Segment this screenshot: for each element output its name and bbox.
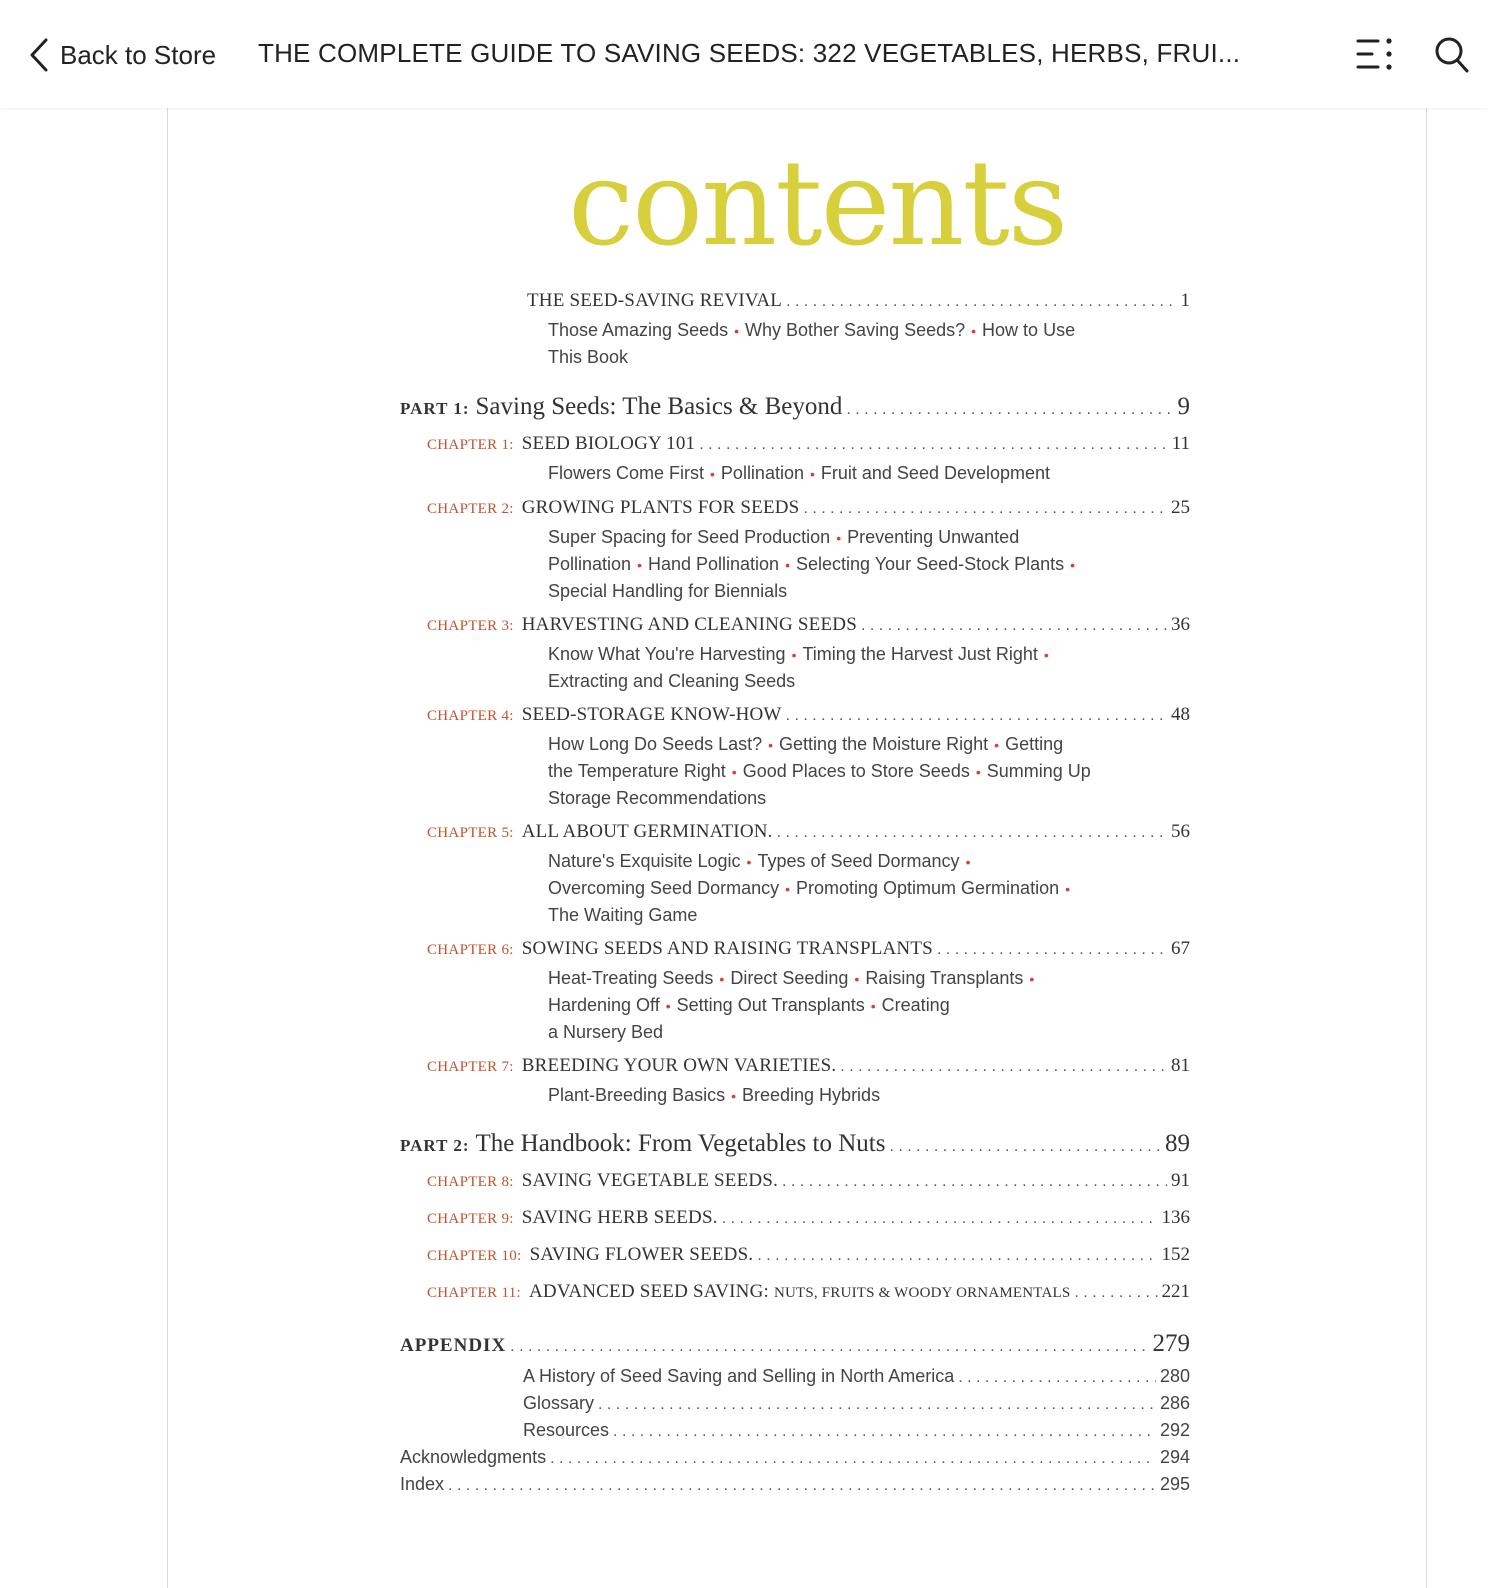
chapter-topic: Know What You're Harvesting	[548, 644, 786, 664]
bullet-separator: •	[971, 323, 977, 339]
leader-dots	[722, 1211, 1158, 1227]
chapter-topic: Getting	[1005, 734, 1064, 754]
part-label: PART 1:	[400, 399, 470, 418]
leader-dots	[803, 501, 1167, 517]
leader-dots	[777, 825, 1167, 841]
chapter-title: SAVING FLOWER SEEDS.	[529, 1244, 754, 1265]
toc-part-2[interactable]	[400, 1130, 1190, 1158]
chapter-title: SAVING HERB SEEDS.	[521, 1207, 718, 1228]
back-to-store-button[interactable]	[28, 34, 216, 76]
chapter-title: SAVING VEGETABLE SEEDS.	[521, 1170, 779, 1191]
page-number: 36	[1171, 614, 1190, 635]
chapter-topic: Overcoming Seed Dormancy	[548, 878, 780, 898]
chapter-topics-line	[548, 758, 1091, 786]
page-number: 48	[1171, 704, 1190, 725]
leader-dots	[846, 402, 1173, 418]
toc-chapter-10[interactable]	[427, 1244, 1190, 1266]
chapter-title: ADVANCED SEED SAVING: NUTS, FRUITS & WOODY ORNAMENTALS	[529, 1281, 1071, 1302]
entry-title: Acknowledgments	[400, 1447, 547, 1467]
page-number: 221	[1161, 1281, 1190, 1302]
page-number: 294	[1159, 1447, 1190, 1467]
chapter-label: CHAPTER 2:	[427, 501, 514, 517]
chapter-title: ALL ABOUT GERMINATION.	[521, 821, 773, 842]
chapter-topic: Raising Transplants	[865, 968, 1024, 988]
leader-dots	[786, 708, 1167, 724]
bullet-separator: •	[785, 881, 790, 897]
bullet-separator: •	[870, 998, 876, 1014]
toc-chapter-11[interactable]	[427, 1281, 1190, 1303]
part-title: Saving Seeds: The Basics & Beyond	[475, 393, 843, 420]
chapter-topic: Direct Seeding	[730, 968, 849, 988]
bullet-separator: •	[785, 557, 790, 573]
page-number: 292	[1159, 1420, 1190, 1440]
toc-chapter-9[interactable]	[427, 1207, 1190, 1229]
leader-dots	[1074, 1285, 1157, 1301]
chapter-topics-line	[548, 1082, 880, 1110]
chapter-topics-line	[548, 344, 628, 371]
book-title: THE COMPLETE GUIDE TO SAVING SEEDS: 322 VEGETABLES, HERBS, FRUI...	[258, 38, 1241, 68]
toc-chapter-2[interactable]	[427, 497, 1190, 519]
chapter-topic: Types of Seed Dormancy	[757, 851, 960, 871]
bullet-separator: •	[791, 647, 797, 663]
chapter-topic: Why Bother Saving Seeds?	[745, 320, 966, 340]
chapter-topic: The Waiting Game	[548, 905, 698, 925]
part-title: The Handbook: From Vegetables to Nuts	[475, 1130, 886, 1157]
bullet-separator: •	[710, 466, 715, 482]
bullet-separator: •	[746, 854, 752, 870]
chapter-topic: Summing Up	[986, 761, 1091, 781]
toc-part-1[interactable]	[400, 393, 1190, 421]
toc-appendix-item[interactable]	[523, 1366, 1190, 1387]
chapter-topics-line	[548, 524, 1019, 552]
leader-dots	[889, 1139, 1161, 1155]
chapter-topic: Flowers Come First	[548, 463, 705, 483]
leader-dots	[699, 437, 1167, 453]
entry-title: THE SEED-SAVING REVIVAL	[527, 290, 783, 311]
page-number: 280	[1159, 1366, 1190, 1386]
chapter-label: CHAPTER 1:	[427, 437, 514, 453]
chapter-label: CHAPTER 6:	[427, 942, 514, 958]
leader-dots	[958, 1370, 1156, 1386]
page-number: 91	[1171, 1170, 1190, 1191]
entry-title: Index	[400, 1474, 445, 1494]
toc-appendix-item[interactable]	[523, 1393, 1190, 1414]
leader-dots	[598, 1397, 1156, 1413]
appendix-title: APPENDIX	[400, 1335, 507, 1356]
chapter-topics-line	[548, 875, 1076, 903]
entry-title: Glossary	[523, 1393, 595, 1413]
chapter-topics-line	[548, 1019, 663, 1046]
chapter-topic: Plant-Breeding Basics	[548, 1085, 726, 1105]
chapter-topic: Setting Out Transplants	[676, 995, 865, 1015]
leader-dots	[782, 1174, 1167, 1190]
chapter-topic: Special Handling for Biennials	[548, 581, 788, 601]
leader-dots	[840, 1059, 1167, 1075]
chevron-left-icon	[28, 37, 50, 73]
chapter-topics-line	[548, 641, 1055, 669]
chapter-subtitle: NUTS, FRUITS & WOODY ORNAMENTALS	[773, 1285, 1071, 1301]
page-number: 81	[1171, 1055, 1190, 1076]
bullet-separator: •	[836, 530, 842, 546]
page-number: 1	[1180, 290, 1190, 311]
chapter-topics-line	[548, 551, 1081, 579]
page-number: 279	[1152, 1330, 1190, 1357]
toc-appendix-item[interactable]	[523, 1420, 1190, 1441]
bullet-separator: •	[1070, 557, 1076, 573]
contents-heading: contents	[568, 134, 1067, 272]
chapter-label: CHAPTER 7:	[427, 1059, 514, 1075]
chapter-topics-line	[548, 785, 766, 812]
chapter-topic: Super Spacing for Seed Production	[548, 527, 831, 547]
back-to-store-label: Back to Store	[60, 39, 217, 70]
chapter-topic: a Nursery Bed	[548, 1022, 664, 1042]
reader-toolbar	[0, 0, 1488, 108]
toc-chapter-5[interactable]	[427, 821, 1190, 843]
chapter-title: SOWING SEEDS AND RAISING TRANSPLANTS	[521, 938, 933, 959]
part-label: PART 2:	[400, 1136, 470, 1155]
chapter-topic: Extracting and Cleaning Seeds	[548, 671, 796, 691]
chapter-label: CHAPTER 10:	[427, 1248, 522, 1264]
leader-dots	[786, 294, 1176, 310]
leader-dots	[937, 942, 1167, 958]
bullet-separator: •	[1043, 647, 1049, 663]
chapter-label: CHAPTER 9:	[427, 1211, 514, 1227]
chapter-topic: Heat-Treating Seeds	[548, 968, 714, 988]
page-number: 11	[1171, 433, 1190, 454]
bullet-separator: •	[637, 557, 642, 573]
page-number: 25	[1171, 497, 1190, 518]
chapter-topic: Good Places to Store Seeds	[742, 761, 970, 781]
chapter-topics-line	[548, 848, 976, 876]
entry-title: A History of Seed Saving and Selling in North America	[523, 1366, 955, 1386]
bullet-separator: •	[665, 998, 671, 1014]
chapter-topic: How to Use	[982, 320, 1076, 340]
chapter-label: CHAPTER 3:	[427, 618, 514, 634]
leader-dots	[448, 1478, 1156, 1494]
table-of-contents-icon	[1356, 36, 1396, 72]
toc-back-matter-item[interactable]	[400, 1474, 1190, 1495]
bullet-separator: •	[1065, 881, 1070, 897]
toc-appendix[interactable]	[400, 1330, 1190, 1358]
bullet-separator: •	[975, 764, 981, 780]
chapter-topic: Hardening Off	[548, 995, 660, 1015]
chapter-topic: Storage Recommendations	[548, 788, 767, 808]
toc-chapter-8[interactable]	[427, 1170, 1190, 1192]
chapter-topic: How Long Do Seeds Last?	[548, 734, 763, 754]
chapter-label: CHAPTER 8:	[427, 1174, 514, 1190]
toc-chapter-3[interactable]	[427, 614, 1190, 636]
toc-chapter-1[interactable]	[427, 433, 1190, 455]
chapter-topic: This Book	[548, 347, 629, 367]
search-icon	[1434, 36, 1470, 74]
bullet-separator: •	[719, 971, 725, 987]
chapter-topics-line	[548, 902, 697, 929]
chapter-label: CHAPTER 4:	[427, 708, 514, 724]
chapter-topics-line	[548, 965, 1040, 993]
table-of-contents-button[interactable]	[1356, 36, 1396, 77]
chapter-label: CHAPTER 11:	[427, 1285, 522, 1301]
chapter-title: BREEDING YOUR OWN VARIETIES.	[521, 1055, 837, 1076]
chapter-title: HARVESTING AND CLEANING SEEDS	[521, 614, 857, 635]
chapter-topic: Breeding Hybrids	[742, 1085, 881, 1105]
bullet-separator: •	[734, 323, 740, 339]
chapter-topics-line	[548, 992, 950, 1020]
chapter-label: CHAPTER 5:	[427, 825, 514, 841]
bullet-separator: •	[731, 764, 737, 780]
bullet-separator: •	[1029, 971, 1035, 987]
chapter-title: GROWING PLANTS FOR SEEDS	[521, 497, 800, 518]
bullet-separator: •	[854, 971, 860, 987]
chapter-topic: Preventing Unwanted	[847, 527, 1020, 547]
leader-dots	[613, 1424, 1156, 1440]
chapter-topics-line	[548, 460, 1050, 488]
toc-entry-intro[interactable]	[527, 290, 1190, 312]
chapter-topics-line	[548, 578, 787, 605]
toc-chapter-6[interactable]	[427, 938, 1190, 960]
page-number: 295	[1159, 1474, 1190, 1494]
part-page-number: 89	[1165, 1130, 1190, 1157]
chapter-topic: Pollination	[548, 554, 632, 574]
search-button[interactable]	[1434, 36, 1470, 79]
chapter-topic: Creating	[881, 995, 950, 1015]
chapter-topic: Hand Pollination	[647, 554, 780, 574]
part-page-number: 9	[1177, 393, 1190, 420]
leader-dots	[550, 1451, 1156, 1467]
chapter-topics-line	[548, 731, 1063, 759]
chapter-topic: Pollination	[720, 463, 804, 483]
bullet-separator: •	[994, 737, 1000, 753]
page-number: 286	[1159, 1393, 1190, 1413]
page-number: 56	[1171, 821, 1190, 842]
bullet-separator: •	[731, 1088, 736, 1104]
entry-title: Resources	[523, 1420, 610, 1440]
bullet-separator: •	[768, 737, 774, 753]
bullet-separator: •	[965, 854, 971, 870]
chapter-topic: Promoting Optimum Germination	[796, 878, 1060, 898]
chapter-topic: Selecting Your Seed-Stock Plants	[795, 554, 1065, 574]
chapter-topic: Nature's Exquisite Logic	[548, 851, 741, 871]
chapter-topic: Timing the Harvest Just Right	[802, 644, 1038, 664]
page-number: 67	[1171, 938, 1190, 959]
leader-dots	[757, 1248, 1157, 1264]
page-number: 152	[1161, 1244, 1190, 1265]
chapter-title: SEED BIOLOGY 101	[521, 433, 696, 454]
chapter-topics-line	[548, 317, 1075, 345]
toc-chapter-7[interactable]	[427, 1055, 1190, 1077]
chapter-topic: Getting the Moisture Right	[779, 734, 989, 754]
chapter-topic: the Temperature Right	[548, 761, 726, 781]
chapter-topic: Those Amazing Seeds	[548, 320, 729, 340]
leader-dots	[510, 1339, 1148, 1355]
chapter-topics-line	[548, 668, 795, 695]
bullet-separator: •	[809, 466, 815, 482]
toc-chapter-4[interactable]	[427, 704, 1190, 726]
toc-back-matter-item[interactable]	[400, 1447, 1190, 1468]
page-number: 136	[1161, 1207, 1190, 1228]
leader-dots	[861, 618, 1167, 634]
chapter-topic: Fruit and Seed Development	[820, 463, 1051, 483]
chapter-title: SEED-STORAGE KNOW-HOW	[521, 704, 782, 725]
book-page[interactable]	[167, 108, 1427, 1588]
